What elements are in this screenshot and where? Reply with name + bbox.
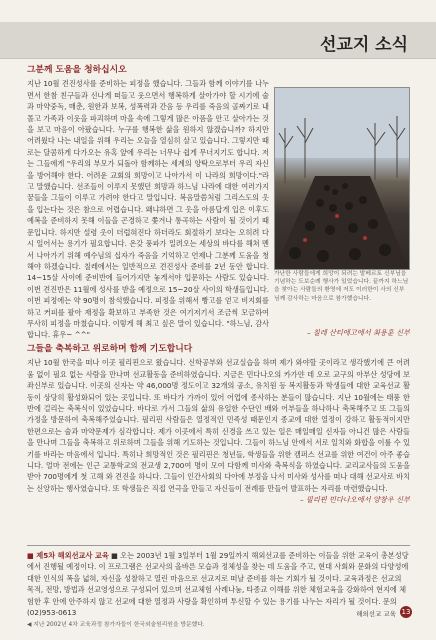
page-title: 선교지 소식 <box>319 35 408 55</box>
section-2-title: 그들을 축복하고 위로하며 함께 기도합니다 <box>27 344 193 354</box>
section-2 <box>27 344 410 506</box>
notice-label: ■ 제5차 해외선교사 교육 <box>27 551 109 560</box>
section-1 <box>27 65 269 341</box>
footer-text: 해외선교 교육 <box>356 610 396 618</box>
page-number: 13 <box>401 608 411 616</box>
section-2-credit: – 필리핀 민다나오에서 양창우 신부 <box>300 495 410 505</box>
procession-photo <box>274 87 410 270</box>
section-1-body: 지난 10월 견진성사를 준비하는 피정을 했습니다. 그들과 함께 이야기를 나누면서 한참 친구들과 신나게 떠들고 웃으면서 행복하게 살아가야 할 시기에 술과 마약중독, 매춘, 원한과 보복, 성폭력과 간음 등 우리를 죽음의 골짜기로 내몰고 가족과 이웃을 파괴하며 마을 속에 그렇게 많은 아픔을 안고 살아가는 것을 보고 마음이 아팠습니다. 누구를 행복한 삶을 원하지 않겠습니까? 하지만 어려웠다 나는 내일을 위해 우리는 오늘을 열심히 살고 있습니다. 그렇지만 때로는 달콤하게 다가오는 유혹 앞에 우리는 너무나 쉽게 무너지기도 합니다. 저는 그들에게 "우리의 부모가 되돌아 함께하는 세계의 양탁으로부터 우리 자신을 방어해야 한다. 어려운 교회의 희망이고 나아가서 이 나라의 희망이다."라고 말했습니다. 선조들이 이루지 못했던 희망과 하느님 나라에 대한 여러가지 꿈들을 그들이 이루고 가려야 한다고 말입니다. 복음말씀처럼 그리스도의 옷을 입는다는 것은 참으로 어렵습니다. 왜냐하면 그 옷을 아름답게 입은 이후도 예복을 준비하지 못해 이들을 곤경하고 쫓겨나 통곡하는 사람이 될 것이기 때문입니다. 하지만 설령 옷이 더럽혀진다 하더라도 회절하기 보다는 오히려 다시 일어서는 용기가 필요합니다. 온갖 풍파가 밀려오는 세상의 바다를 해쳐 멘서 나아가기 위해 예수님의 십자가 죽음을 기억하고 언제나 그분께 도움을 청해야 하겠습니다. 칠레에서는 일반적으로 견진성사 준비를 2년 동안 합니다. 14~15살 사이에 준비반에 들어가지만 놓게서야 입문하는 사람도 있습니다. 이번 견진반은 11월에 성사를 받을 예정으로 15~20살 사이의 학생들입니다. 이번 피정에는 약 90명이 참석했습니다. 피정을 위해서 빵고를 얻고 비지회를 하고 커피를 팔아 재정을 확보하고 부족한 것은 여기저기서 조금씩 모금하여 무사히 피정을 마쳤습니다. 이렇게 해 최고 싶은 말이 있습니다. "하느님, 감사합니다. 휴우~ ^^" <box>27 79 269 340</box>
section-1-credit: – 칠레 산티에고에서 최용훈 신부 <box>307 328 410 337</box>
notice-photo-note: ◀ 지난 2002년 4차 교육과정 참가자들이 한국외술원리원을 방문했다. <box>27 622 205 629</box>
photo-caption: 가난한 사람들에게 희망이 되려는 발베르토 신부님을 기념하는 도보순례 행사가 있었습니다. 끝까지 하느님을 찾아는 사람들의 환영에 저도 이러한이 사의 신부님께 감사하는 마음으로 참가했습니다. <box>274 271 409 302</box>
notice-box <box>27 545 410 632</box>
section-2-body: 지난 10월 한국을 떠나 이곳 필리핀으로 왔습니다. 신학공부와 선교실습을 하며 제가 와야할 곳이라고 생각했기에 큰 어려움 없이 필요 없는 사람을 만나며 선교활동을 준비하였습니다. 지금은 민다나오의 카가얀 데 오로 교구의 아부산 성당에 보좌신부로 있습니다. 이곳의 신자는 약 46,000명 정도이고 32개의 공소, 유치원 등 복지활동과 학생들에 대한 교육선교 활동이 상당히 활성화되어 있는 곳입니다. 또 바다가 가까이 있어 어업에 종사하는 분들이 많습니다. 지난 10월에는 태풍 한반에 걸리는 축복식이 있었습니다. 바다로 가서 그들의 삶의 유일한 수단인 배와 어부들을 하나하나 축복해주고 또 그들의 가정을 방문하여 축복해주었습니다. 필리핀 사람들은 열정적인 민족성 때문인지 종교에 대한 열정이 강하고 활동적이지만 한편으로는 술과 마약문제가 심각합니다. 제가 이곳에서 특히 신경을 쓰고 있는 일은 매일매일 신자들 아니건 많은 사람들을 만나며 그들을 축복하고 위로하며 그들을 위해 기도하는 것입니다. 그들이 하느님 안에서 서로 일치와 화합을 이룰 수 있기를 바라는 마음에서 입니다. 특히나 희망적인 것은 필리핀은 청년들, 학생들을 위한 캠퍼스 선교를 위한 여건이 아주 좋습니다. 얼마 전에는 인근 교통학교의 전교생 2,700여 명이 모여 다함께 미사와 축복식을 하였습니다. 교리교사들의 도움을 받아 700명에게 첫 고해 와 견진을 하니다. 그들이 인간사회의 다아에 부정을 나서 미사와 성사를 떠나 대해 선교사로 바치는 신앙하는 행사였습니다. 또 학생들은 직접 연극을 만들고 자신들이 전례를 만들어 발표하는 자리를 마련했습니다. <box>27 358 410 493</box>
section-1-title: 그분께 도움을 청하십시오 <box>27 65 127 75</box>
procession-photo-graphic <box>275 88 409 269</box>
notice-body: ■ 오는 2003년 1월 3일부터 1월 29일까지 해외선교를 준비하는 이들을 위한 교육이 총본성당에서 진행될 예정이다. 이 프로그램은 선교사의 올바른 모습과 정체성을 찾는 데 도움을 주고, 현대 사회와 문화의 다양성에 대한 인식의 폭을 넓혀, 자신을 성찰하고 열린 마음으로 선교지로 떠날 준비를 하는 기회가 될 것이다. 교육과정은 선교의 목적, 전망, 방법과 선교영성으로 구성되어 있으며 선교체험 사례나눔, 타종교 이해를 위한 체험교육을 강화하여 현지에 체험한 후 안에 안주하지 않고 선교에 대한 열정과 사랑을 확인하며 투신할 수 있는 용기를 나누는 자리가 될 것이다. 문의 (02)953-0613 <box>27 551 409 618</box>
